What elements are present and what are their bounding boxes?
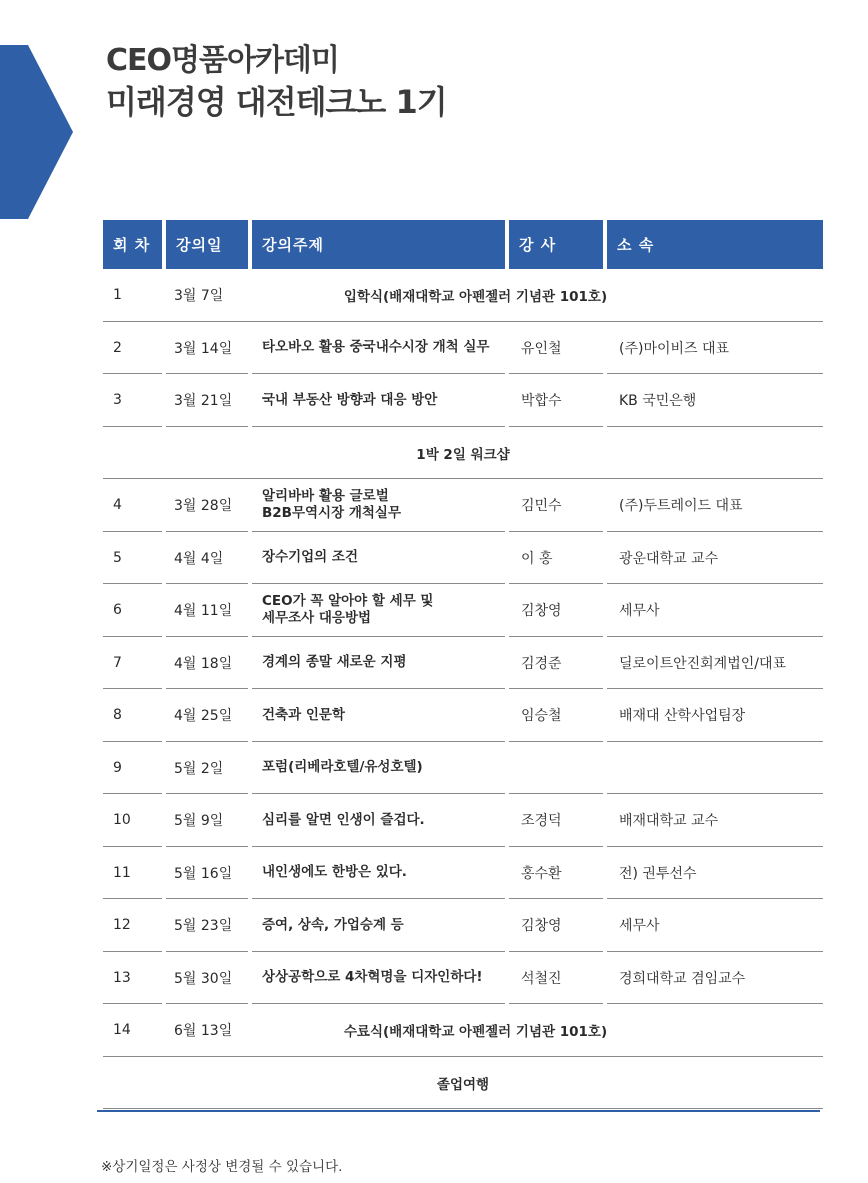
lecture-topic: 심리를 알면 인생이 즐겁다. <box>262 811 425 828</box>
lecture-date: 5월 9일 <box>174 813 224 830</box>
table-row <box>103 532 823 585</box>
lecture-topic: 건축과 인문학 <box>262 706 345 723</box>
session-number: 4 <box>113 497 122 514</box>
table-row <box>103 269 823 322</box>
lecture-date: 4월 25일 <box>174 708 233 725</box>
lecture-date: 4월 4일 <box>174 550 224 567</box>
table-row <box>103 479 823 532</box>
table-row <box>103 899 823 952</box>
row-divider <box>103 1108 823 1109</box>
lecturer-name: 박합수 <box>521 393 562 410</box>
lecturer-name: 유인철 <box>521 340 562 357</box>
table-row <box>103 584 823 637</box>
lecture-date: 4월 11일 <box>174 603 233 620</box>
lecturer-affiliation: 광운대학교 교수 <box>619 550 719 567</box>
header-session: 회 차 <box>103 220 162 269</box>
table-row <box>103 322 823 375</box>
session-number: 1 <box>113 287 122 304</box>
session-number: 12 <box>113 917 131 934</box>
table-row <box>103 847 823 900</box>
lecturer-affiliation: (주)두트레이드 대표 <box>619 498 743 515</box>
header-topic: 강의주제 <box>252 220 505 269</box>
lecturer-affiliation: 전) 권투선수 <box>619 865 697 882</box>
session-number: 3 <box>113 392 122 409</box>
lecturer-affiliation: 딜로이트안진회계법인/대표 <box>619 655 787 672</box>
header-lecturer: 강 사 <box>509 220 603 269</box>
lecture-date: 3월 28일 <box>174 498 233 515</box>
lecture-date: 5월 16일 <box>174 865 233 882</box>
lecture-topic: 증여, 상속, 가업승계 등 <box>262 916 404 933</box>
lecture-topic: 내인생에도 한방은 있다. <box>262 864 407 881</box>
table-row <box>103 1004 823 1057</box>
lecture-date: 3월 21일 <box>174 393 233 410</box>
lecture-date: 5월 23일 <box>174 918 233 935</box>
header-date: 강의일 <box>166 220 248 269</box>
session-number: 13 <box>113 969 131 986</box>
lecturer-name: 홍수환 <box>521 865 562 882</box>
session-number: 14 <box>113 1022 131 1039</box>
title-line-2: 미래경영 대전테크노 1기 <box>106 83 447 121</box>
lecture-topic: 장수기업의 조건 <box>262 549 358 566</box>
lecturer-affiliation: 세무사 <box>619 918 660 935</box>
lecturer-name: 김민수 <box>521 498 562 515</box>
lecture-topic: 상상공학으로 4차혁명을 디자인하다! <box>262 969 483 986</box>
lecturer-affiliation: KB 국민은행 <box>619 393 697 410</box>
lecture-date: 6월 13일 <box>174 1023 233 1040</box>
banner-text: 1박 2일 워크샵 <box>416 446 510 463</box>
lecturer-name: 이 홍 <box>521 550 553 567</box>
lecturer-name: 김경준 <box>521 655 562 672</box>
session-number: 5 <box>113 549 122 566</box>
session-number: 9 <box>113 759 122 776</box>
header-affiliation: 소 속 <box>607 220 823 269</box>
session-number: 2 <box>113 339 122 356</box>
lecturer-affiliation: 배재대 산학사업팀장 <box>619 708 746 725</box>
lecture-date: 3월 7일 <box>174 288 224 305</box>
schedule-note: ※상기일정은 사정상 변경될 수 있습니다. <box>101 1159 343 1175</box>
event-text: 입학식(배재대학교 아펜젤러 기념관 101호) <box>343 289 608 306</box>
session-number: 8 <box>113 707 122 724</box>
lecture-topic: 알리바바 활용 글로벌 B2B무역시장 개척실무 <box>262 488 402 522</box>
lecturer-affiliation: (주)마이비즈 대표 <box>619 340 730 357</box>
lecturer-name: 김창영 <box>521 918 562 935</box>
lecture-date: 5월 30일 <box>174 970 233 987</box>
lecturer-affiliation: 경희대학교 겸임교수 <box>619 970 746 987</box>
table-row <box>103 794 823 847</box>
lecture-topic: 포럼(리베라호텔/유성호텔) <box>262 759 423 776</box>
banner-text: 졸업여행 <box>436 1076 490 1093</box>
lecturer-affiliation: 세무사 <box>619 603 660 620</box>
session-number: 7 <box>113 654 122 671</box>
table-row <box>103 689 823 742</box>
table-row <box>103 637 823 690</box>
lecture-topic: 타오바오 활용 중국내수시장 개척 실무 <box>262 339 490 356</box>
page-title <box>106 42 447 122</box>
lecturer-name: 김창영 <box>521 603 562 620</box>
lecturer-affiliation: 배재대학교 교수 <box>619 813 719 830</box>
table-banner-row <box>103 427 823 480</box>
lecturer-name: 석철진 <box>521 970 562 987</box>
table-row <box>103 742 823 795</box>
table-header <box>103 220 823 269</box>
bottom-divider <box>97 1110 820 1112</box>
lecturer-name: 임승철 <box>521 708 562 725</box>
lecture-topic: 국내 부동산 방향과 대응 방안 <box>262 391 438 408</box>
table-row <box>103 952 823 1005</box>
table-body <box>103 269 823 1109</box>
lecture-topic: CEO가 꼭 알아야 할 세무 및 세무조사 대응방법 <box>262 593 434 627</box>
schedule-table <box>103 220 823 1109</box>
event-text: 수료식(배재대학교 아펜젤러 기념관 101호) <box>343 1024 608 1041</box>
session-number: 6 <box>113 602 122 619</box>
title-line-1: CEO명품아카데미 <box>106 43 339 78</box>
lecture-date: 5월 2일 <box>174 760 224 777</box>
lecture-topic: 경계의 종말 새로운 지평 <box>262 654 407 671</box>
arrow-decoration <box>0 0 76 230</box>
session-number: 11 <box>113 864 131 881</box>
table-row <box>103 374 823 427</box>
lecture-date: 4월 18일 <box>174 655 233 672</box>
session-number: 10 <box>113 812 131 829</box>
table-banner-row <box>103 1057 823 1110</box>
lecture-date: 3월 14일 <box>174 340 233 357</box>
lecturer-name: 조경덕 <box>521 813 562 830</box>
